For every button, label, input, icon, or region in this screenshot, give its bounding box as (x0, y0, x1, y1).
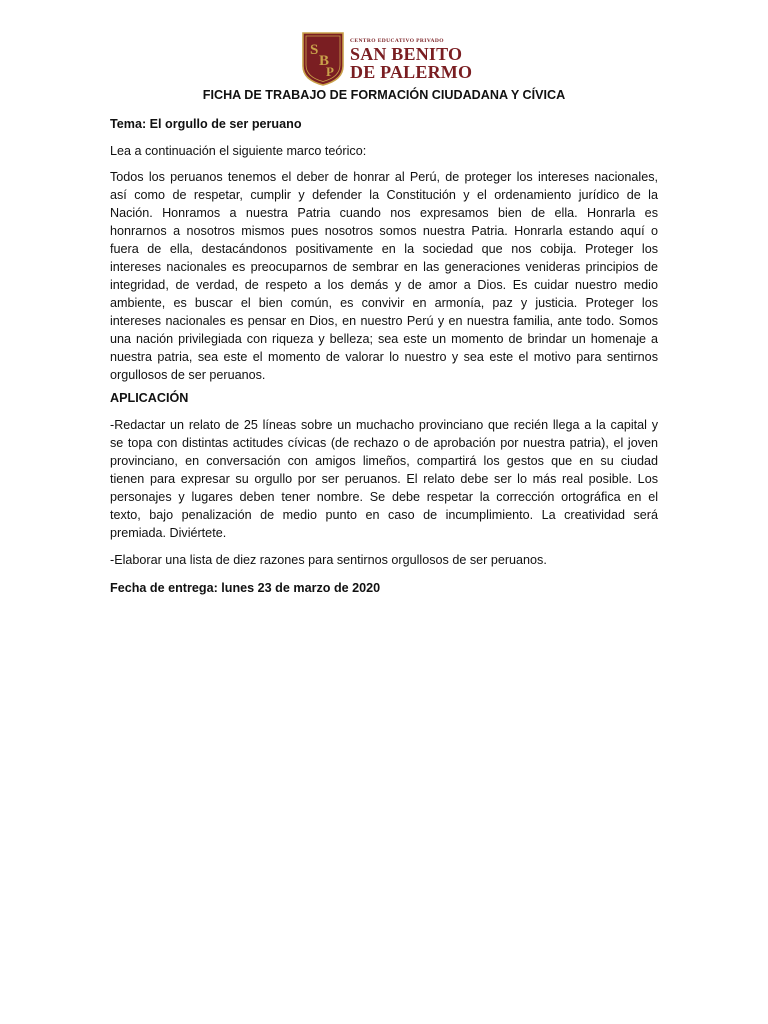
marco-teorico-paragraph (110, 168, 658, 384)
document-title: FICHA DE TRABAJO DE FORMACIÓN CIUDADANA Y CÍVICA (202, 88, 566, 102)
paragraph-line: así como de respetar, cumplir y defender la Constitución y el ordenamiento jurídico de la (110, 188, 658, 202)
paragraph-line: -Redactar un relato de 25 líneas sobre un muchacho provinciano que recién llega a la capital y (110, 418, 658, 432)
paragraph-line: intereses nacionales es pensar en Dios, en nuestro Perú y en nuestra familia, ante todo. Somos (110, 314, 658, 328)
school-name-block (350, 38, 472, 81)
paragraph-line: tienen para expresar su orgullo por ser peruanos. El relato debe ser lo más real posible. Los (110, 472, 658, 486)
task-2-line: -Elaborar una lista de diez razones para sentirnos orgullosos de ser peruanos. (110, 553, 547, 567)
paragraph-line: orgullosos de ser peruanos. (110, 368, 266, 382)
task-1-paragraph (110, 416, 658, 542)
paragraph-line: provinciano, en conversación con amigos limeños, compartirá los gestos que en su ciudad (110, 454, 658, 468)
aplicacion-heading: APLICACIÓN (110, 391, 189, 405)
intro-line: Lea a continuación el siguiente marco teórico: (110, 144, 367, 158)
svg-text:P: P (326, 64, 334, 79)
due-date-line: Fecha de entrega: lunes 23 de marzo de 2020 (110, 581, 381, 595)
svg-text:B: B (319, 53, 330, 69)
paragraph-line: nuestra patria, sea este el momento de valorar lo nuestro y sea este el motivo para sentirnos (110, 350, 658, 364)
paragraph-line: Todos los peruanos tenemos el deber de honrar al Perú, de proteger los intereses nacionales, (110, 170, 658, 184)
paragraph-line: integridad, de verdad, de respeto a los demás y de amor a Dios. Es cuidar nuestro medio (110, 278, 658, 292)
paragraph-line: Nación. Honramos a nuestra Patria cuando nos expresamos bien de ella. Honrarla es (110, 206, 658, 220)
paragraph-line: se topa con distintas actitudes cívicas (de rechazo o de aprobación por nuestra patria), el joven (110, 436, 658, 450)
school-logo (302, 31, 474, 87)
school-name-line2: DE PALERMO (350, 61, 473, 82)
paragraph-line: fuera de ella, destacándonos positivamente en la sociedad que nos cobija. Proteger los (110, 242, 658, 256)
topic-line: Tema: El orgullo de ser peruano (110, 117, 302, 131)
school-subtitle: CENTRO EDUCATIVO PRIVADO (350, 37, 444, 44)
paragraph-line: intereses nacionales es preocuparnos de sembrar en las generaciones venideras principios de (110, 260, 658, 274)
paragraph-line: premiada. Diviértete. (110, 526, 227, 540)
school-name-line1: SAN BENITO (350, 43, 463, 64)
paragraph-line: una nación privilegiada con riqueza y belleza; sea este un momento de brindar un homenaje a (110, 332, 658, 346)
paragraph-line: texto, bajo penalización de medio punto en caso de incumplimiento. La creatividad será (110, 508, 658, 522)
svg-text:S: S (310, 42, 319, 58)
paragraph-line: honrarnos a nosotros mismos pues nosotros somos nuestra Patria. Honrarla estando aquí o (110, 224, 658, 238)
paragraph-line: personajes y lugares deben tener nombre. Se debe respetar la corrección ortográfica en el (110, 490, 658, 504)
school-seal-icon (302, 32, 344, 86)
paragraph-line: ambiente, es buscar el bien común, es convivir en armonía, paz y justicia. Proteger los (110, 296, 658, 310)
